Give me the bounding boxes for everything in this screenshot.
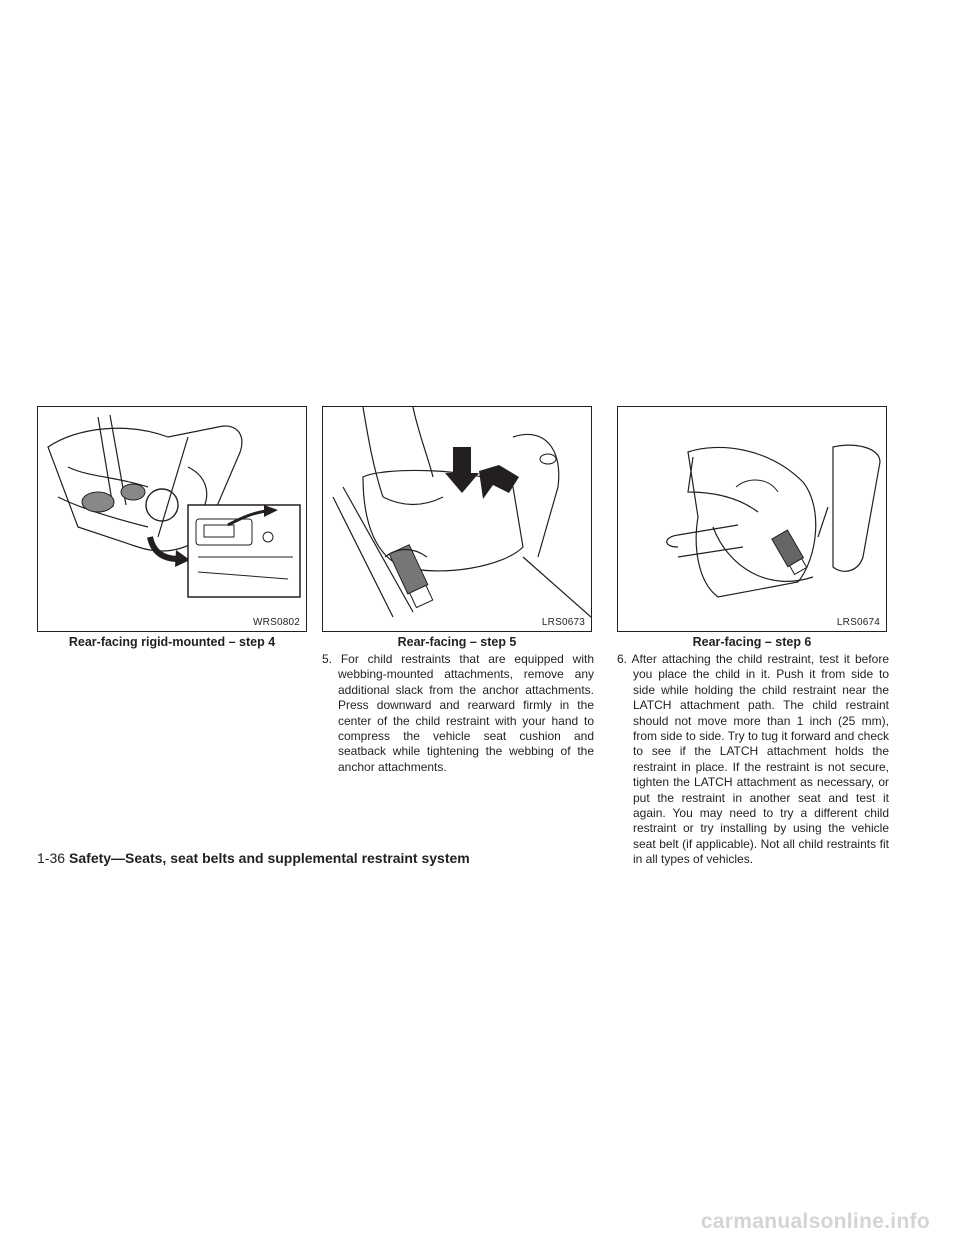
figure-code: LRS0674	[836, 617, 880, 628]
figure-rear-facing-step5	[322, 406, 592, 632]
figure-caption: Rear-facing – step 6	[692, 635, 812, 649]
press-restraint-illustration	[323, 407, 591, 631]
step-5-text: 5. For child restraints that are equipped with webbing-mounted attachments, remove any additional slack from the anchor attachments. Press downward and rearward firmly in the center of the child restraint with your hand to compress the vehicle seat cushion and seatback while tightening the webbing of the anchor attachments.	[322, 652, 594, 774]
figure-column-2	[322, 406, 592, 775]
figure-rear-facing-step6	[617, 406, 887, 632]
figure-rigid-mounted-step4	[37, 406, 307, 632]
figure-caption: Rear-facing rigid-mounted – step 4	[68, 635, 276, 649]
page-footer	[37, 850, 470, 866]
page-number: 1-36	[37, 850, 66, 866]
figure-code: WRS0802	[253, 617, 300, 628]
watermark[interactable]: carmanualsonline.info	[700, 1210, 930, 1233]
figure-column-1	[37, 406, 307, 650]
test-restraint-illustration	[618, 407, 886, 631]
section-title: Safety—Seats, seat belts and supplemental restraint system	[69, 850, 470, 866]
step-6-text: 6. After attaching the child restraint, test it before you place the child in it. Push it from side to side while holding the child restraint near the LATCH attachment path. The child restraint should not move more than 1 inch (25 mm), from side to side. Try to tug it forward and check to see if the LATCH attachment holds the restraint in place. If the restraint is not secure, tighten the LATCH attachment as necessary, or put the restraint in another seat and test it again. You may need to try a different child restraint or try installing by using the vehicle seat belt (if applicable). Not all child restraints fit in all types of vehicles.	[617, 652, 889, 867]
figure-column-3	[617, 406, 887, 868]
rigid-mount-illustration	[38, 407, 306, 631]
figure-code: LRS0673	[541, 617, 585, 628]
figure-caption: Rear-facing – step 5	[397, 635, 517, 649]
